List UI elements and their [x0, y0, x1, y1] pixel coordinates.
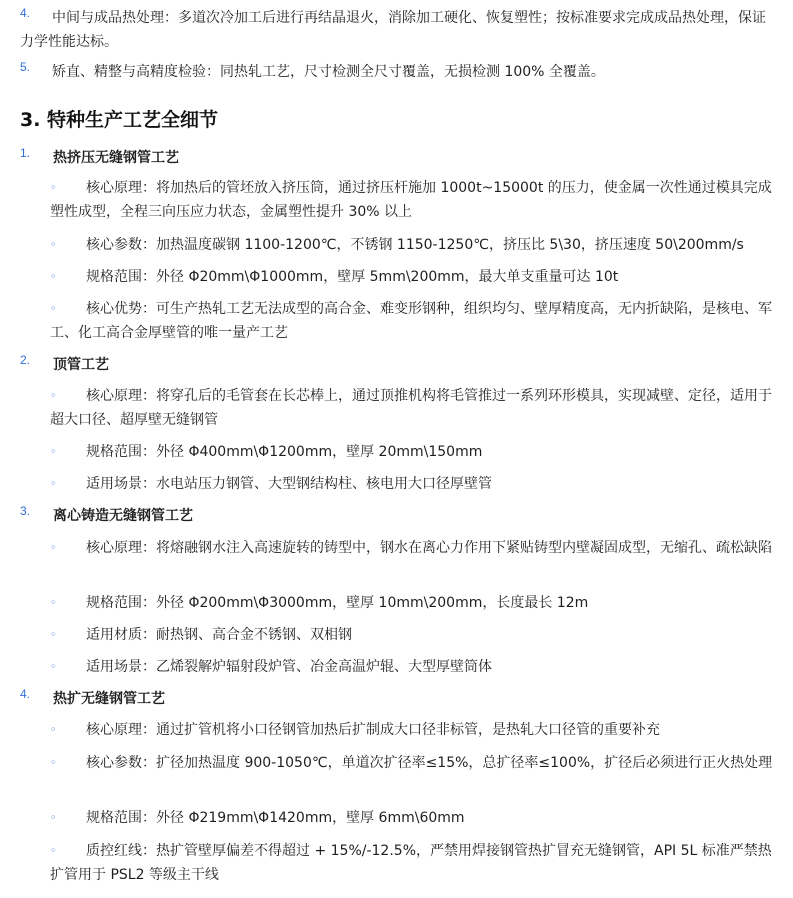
- bullet-icon: ◦: [50, 270, 57, 283]
- bullet-icon: ◦: [50, 811, 57, 824]
- bullet-icon: ◦: [50, 445, 57, 458]
- list-item: 质控红线：热扩管壁厚偏差不得超过 + 15%/-12.5%，严禁用焊接钢管热扩冒充无缝钢管，API 5L 标准严禁热扩管用于 PSL2 等级主干线: [50, 843, 772, 883]
- list-item-heat-treatment: 中间与成品热处理：多道次冷加工后进行再结晶退火，消除加工硬化、恢复塑性；按标准要求完成成品热处理，保证力学性能达标。: [20, 10, 766, 50]
- list-item: 核心优势：可生产热轧工艺无法成型的高合金、难变形钢种，组织均匀、壁厚精度高，无内折缺陷，是核电、军工、化工高合金厚壁管的唯一量产工艺: [50, 301, 772, 341]
- bullet-icon: ◦: [50, 238, 57, 251]
- list-number: 4.: [20, 6, 31, 20]
- list-item: 核心原理：将熔融钢水注入高速旋转的铸型中，钢水在离心力作用下紧贴铸型内壁凝固成型，无缩孔、疏松缺陷: [86, 540, 772, 556]
- bullet-icon: ◦: [50, 844, 57, 857]
- list-number: 2.: [20, 353, 31, 367]
- bullet-icon: ◦: [50, 723, 57, 736]
- process-title-centrifugal-casting: 离心铸造无缝钢管工艺: [53, 508, 193, 524]
- bullet-icon: ◦: [50, 477, 57, 490]
- list-item-straightening: 矫直、精整与高精度检验：同热轧工艺，尺寸检测全尺寸覆盖，无损检测 100% 全覆盖。: [52, 64, 605, 80]
- bullet-icon: ◦: [50, 628, 57, 641]
- process-title-hot-extrusion: 热挤压无缝钢管工艺: [53, 150, 179, 166]
- bullet-icon: ◦: [50, 660, 57, 673]
- bullet-icon: ◦: [50, 181, 57, 194]
- section-heading: 3. 特种生产工艺全细节: [20, 109, 219, 131]
- bullet-icon: ◦: [50, 389, 57, 402]
- bullet-icon: ◦: [50, 596, 57, 609]
- list-item: 规格范围：外径 Φ400mm\Φ1200mm，壁厚 20mm\150mm: [86, 444, 483, 460]
- list-item: 规格范围：外径 Φ200mm\Φ3000mm，壁厚 10mm\200mm，长度最长 12m: [86, 595, 589, 611]
- list-item: 核心原理：将加热后的管坯放入挤压筒，通过挤压杆施加 1000t~15000t 的压力，使金属一次性通过模具完成塑性成型，全程三向压应力状态，金属塑性提升 30% 以上: [50, 180, 772, 220]
- list-number: 3.: [20, 504, 31, 518]
- list-item: 适用场景：乙烯裂解炉辐射段炉管、冶金高温炉辊、大型厚壁筒体: [86, 659, 492, 675]
- process-title-hot-expansion: 热扩无缝钢管工艺: [53, 691, 165, 707]
- list-item: 核心原理：将穿孔后的毛管套在长芯棒上，通过顶推机构将毛管推过一系列环形模具，实现减壁、定径，适用于超大口径、超厚壁无缝钢管: [50, 388, 772, 428]
- list-item: 核心原理：通过扩管机将小口径钢管加热后扩制成大口径非标管，是热轧大口径管的重要补充: [86, 722, 660, 738]
- list-item: 适用材质：耐热钢、高合金不锈钢、双相钢: [86, 627, 352, 643]
- list-item: 核心参数：扩径加热温度 900-1050℃，单道次扩径率≤15%，总扩径率≤100%，扩径后必须进行正火热处理: [86, 755, 773, 771]
- list-number: 5.: [20, 60, 31, 74]
- bullet-icon: ◦: [50, 302, 57, 315]
- list-number: 1.: [20, 146, 31, 160]
- list-item: 核心参数：加热温度碳钢 1100-1200℃，不锈钢 1150-1250℃，挤压比 5\30，挤压速度 50\200mm/s: [86, 237, 744, 253]
- bullet-icon: ◦: [50, 756, 57, 769]
- list-item: 规格范围：外径 Φ20mm\Φ1000mm，壁厚 5mm\200mm，最大单支重量可达 10t: [86, 269, 619, 285]
- list-number: 4.: [20, 687, 31, 701]
- list-item: 适用场景：水电站压力钢管、大型钢结构柱、核电用大口径厚壁管: [86, 476, 492, 492]
- list-item: 规格范围：外径 Φ219mm\Φ1420mm，壁厚 6mm\60mm: [86, 810, 465, 826]
- bullet-icon: ◦: [50, 541, 57, 554]
- process-title-push-bench: 顶管工艺: [53, 357, 109, 373]
